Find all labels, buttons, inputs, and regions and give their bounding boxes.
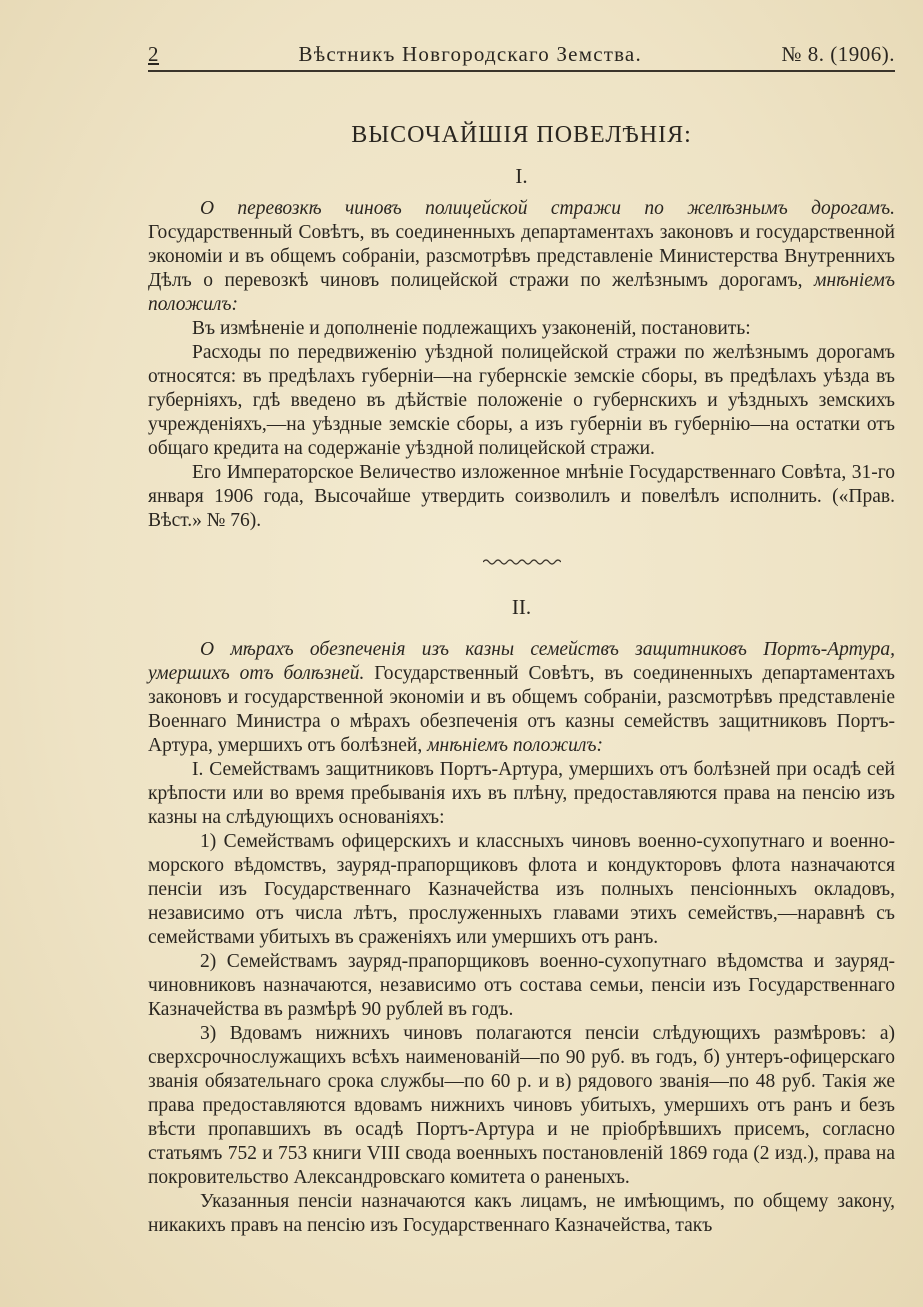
section-2-heading: О мѣрахъ обезпеченія изъ казны семействъ защитниковъ Портъ-Артура, умершихъ отъ болѣзней.: [148, 639, 895, 684]
section-1-body: [148, 197, 895, 533]
wavy-line-icon: [483, 558, 561, 566]
section-number-2: II.: [511, 595, 532, 619]
section-2-paragraph: 1) Семействамъ офицерскихъ и классныхъ чиновъ военно-сухопутнаго и военно-морского вѣдомствъ, зауряд-прапорщиковъ флота и кондукторовъ флота назначаются пенсіи изъ Государственнаго Казначейства изъ полныхъ пенсіонныхъ окладовъ, независимо отъ числа лѣтъ, прослуженныхъ главами этихъ семействъ,—наравнѣ съ семействами убитыхъ въ сраженіяхъ или умершихъ отъ ранъ.: [148, 831, 895, 948]
section-1-paragraph: Его Императорское Величество изложенное мнѣніе Государственнаго Совѣта, 31-го января 1906 года, Высочайше утвердить соизволилъ и повелѣлъ исполнить. («Прав. Вѣст.» № 76).: [148, 462, 895, 531]
wavy-separator: [148, 553, 895, 563]
section-2-paragraph: I. Семействамъ защитниковъ Портъ-Артура, умершихъ отъ болѣзней при осадѣ сей крѣпости или во время пребыванія ихъ въ плѣну, предоставляются права на пенсію изъ казны на слѣдующихъ основаніяхъ:: [148, 759, 895, 828]
journal-title: Вѣстникъ Новгородскаго Земства.: [298, 42, 642, 66]
section-2-paragraph: [148, 638, 895, 758]
resolution-phrase: мнѣніемъ положилъ:: [427, 735, 603, 756]
issue-number: № 8. (1906).: [781, 42, 895, 66]
section-2-body: [148, 638, 895, 1238]
running-header: [148, 42, 895, 72]
section-2-paragraph: 3) Вдовамъ нижнихъ чиновъ полагаются пенсіи слѣдующихъ размѣровъ: а) сверхсрочнослужащихъ всѣхъ наименованій—по 90 руб. въ годъ, б) унтеръ-офицерскаго званія обязательнаго срока службы—по 60 р. и в) рядового званія—по 48 руб. Такія же права предоставляются вдовамъ нижнихъ чиновъ убитыхъ, умершихъ отъ ранъ и безъ вѣсти пропавшихъ въ осадѣ Портъ-Артура и не пріобрѣвшихъ присемъ, согласно статьямъ 752 и 753 книги VIII свода военныхъ постановленій 1869 года (2 изд.), права на покровительство Александровскаго комитета о раненыхъ.: [148, 1023, 895, 1188]
section-2-paragraph: Указанныя пенсіи назначаются какъ лицамъ, не имѣющимъ, по общему закону, никакихъ правъ на пенсію изъ Государственнаго Казначейства, такъ: [148, 1191, 895, 1236]
section-1-heading: О перевозкѣ чиновъ полицейской стражи по желѣзнымъ дорогамъ.: [200, 198, 895, 219]
section-1-paragraph: Въ измѣненіе и дополненіе подлежащихъ узаконеній, постановить:: [192, 318, 751, 339]
resolution-phrase: мнѣніемъ положилъ:: [148, 270, 895, 315]
section-1-paragraph: Расходы по передвиженію уѣздной полицейской стражи по желѣзнымъ дорогамъ относятся: въ предѣлахъ губерніи—на губернскіе земскіе сборы, въ предѣлахъ уѣзда въ губерніяхъ, гдѣ введено въ дѣйствіе положеніе о губернскихъ и уѣздныхъ земскихъ учрежденіяхъ,—на уѣздные земскіе сборы, а изъ губерніи въ губернію—на остатки отъ общаго кредита на содержаніе уѣздной полицейской стражи.: [148, 342, 895, 459]
section-2-paragraph: 2) Семействамъ зауряд-прапорщиковъ военно-сухопутнаго вѣдомства и зауряд-чиновниковъ назначаются, независимо отъ состава семьи, пенсіи изъ Государственнаго Казначейства въ размѣрѣ 90 рублей въ годъ.: [148, 951, 895, 1020]
main-title: ВЫСОЧАЙШІЯ ПОВЕЛѢНІЯ:: [351, 122, 692, 148]
section-1-paragraph: [148, 197, 895, 317]
paragraph-text: Государственный Совѣтъ, въ соединенныхъ департаментахъ законовъ и государственной экономіи и въ общемъ собраніи, разсмотрѣвъ представленіе Министерства Внутреннихъ Дѣлъ о перевозкѣ чиновъ полицейской стражи по желѣзнымъ дорогамъ,: [148, 222, 895, 291]
page-number: 2: [148, 42, 159, 66]
paragraph-text: Государственный Совѣтъ, въ соединенныхъ департаментахъ законовъ и государственной экономіи и въ общемъ собраніи, разсмотрѣвъ представленіе Военнаго Министра о мѣрахъ обезпеченія отъ казны семействъ защитниковъ Портъ-Артура, умершихъ отъ болѣзней,: [148, 663, 896, 756]
section-number-1: I.: [515, 164, 528, 188]
